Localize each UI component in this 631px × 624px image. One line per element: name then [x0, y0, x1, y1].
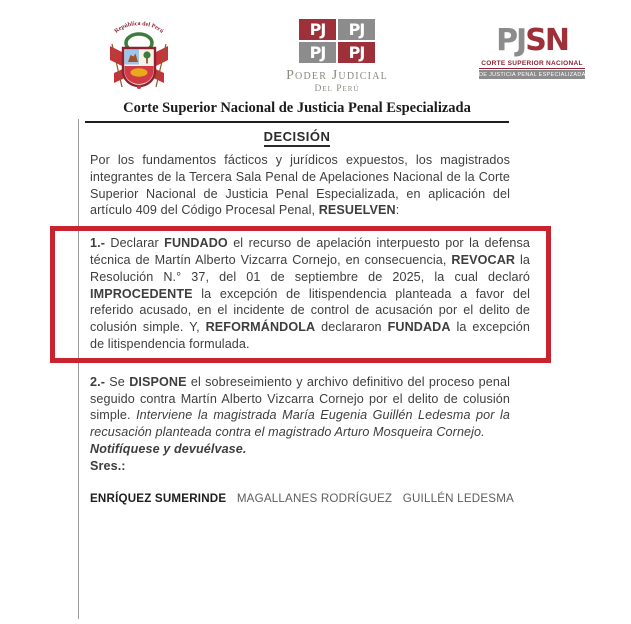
decision-body: [90, 152, 530, 475]
left-margin-rule: [78, 119, 79, 619]
decision-heading: DECISIÓN: [264, 129, 331, 147]
csn-name-line: CORTE SUPERIOR NACIONAL: [479, 60, 585, 69]
csn-monogram-pj: PJ: [496, 23, 526, 58]
poder-judicial-title: Poder Judicial: [286, 68, 388, 83]
pj-monogram-cell: PJ: [338, 19, 375, 40]
peru-coat-of-arms-graphic: [102, 15, 176, 99]
pj-monogram-cell: PJ: [299, 19, 336, 40]
highlighted-resolution-box: [50, 226, 551, 363]
signature-magallanes-rodriguez: MAGALLANES RODRÍGUEZ: [236, 492, 393, 505]
pj-monogram-cell: PJ: [299, 42, 336, 63]
signatures-row: [90, 492, 514, 505]
signature-enriquez-sumerinde: ENRÍQUEZ SUMERINDE: [90, 492, 227, 505]
csn-monogram-sn: SN: [525, 23, 568, 58]
sres-label: Sres.:: [90, 458, 126, 473]
csn-logo: [479, 24, 585, 79]
court-title: Corte Superior Nacional de Justicia Penal Especializada: [85, 100, 509, 123]
decision-heading-wrap: [85, 128, 509, 146]
poder-judicial-subtitle: Del Perú: [314, 84, 360, 94]
poder-judicial-monogram-grid: [278, 19, 396, 63]
coat-caption: República del Perú: [113, 21, 165, 35]
csn-subtitle-band: DE JUSTICIA PENAL ESPECIALIZADA: [479, 71, 586, 78]
pj-monogram-cell: PJ: [338, 42, 375, 63]
poder-judicial-logo: [278, 19, 396, 94]
peru-coat-of-arms: [102, 15, 176, 99]
csn-monogram: [479, 24, 585, 58]
intro-paragraph: Por los fundamentos fácticos y jurídicos expuestos, los magistrados integrantes de la Tercera Sala Penal de Apelaciones Nacional de la Corte Superior Nacional de Justicia Penal Especializada, en aplicación del artículo 409 del Código Procesal Penal, RESUELVEN:: [90, 153, 510, 218]
resolution-1-paragraph: 1.- Declarar FUNDADO el recurso de apelación interpuesto por la defensa técnica de Martín Alberto Vizcarra Cornejo, en consecuencia, REVOCAR la Resolución N.° 37, del 01 de septiembre de 2025, la cual declaró IMPROCEDENTE la excepción de litispendencia planteada a favor del referido acusado, en el incidente de control de acusación por el delito de colusión simple. Y, REFORMÁNDOLA declararon FUNDADA la excepción de litispendencia formulada.: [90, 236, 530, 351]
signature-guillen-ledesma: GUILLÉN LEDESMA: [402, 492, 514, 505]
resolution-2-paragraph: 2.- Se DISPONE el sobreseimiento y archivo definitivo del proceso penal seguido contra Martín Alberto Vizcarra Cornejo por el delito de colusión simple. Interviene la magistrada María Eugenia Guillén Ledesma por la recusación planteada contra el magistrado Arturo Mosqueira Cornejo. Notifíquese y devuélvase.: [90, 374, 510, 456]
